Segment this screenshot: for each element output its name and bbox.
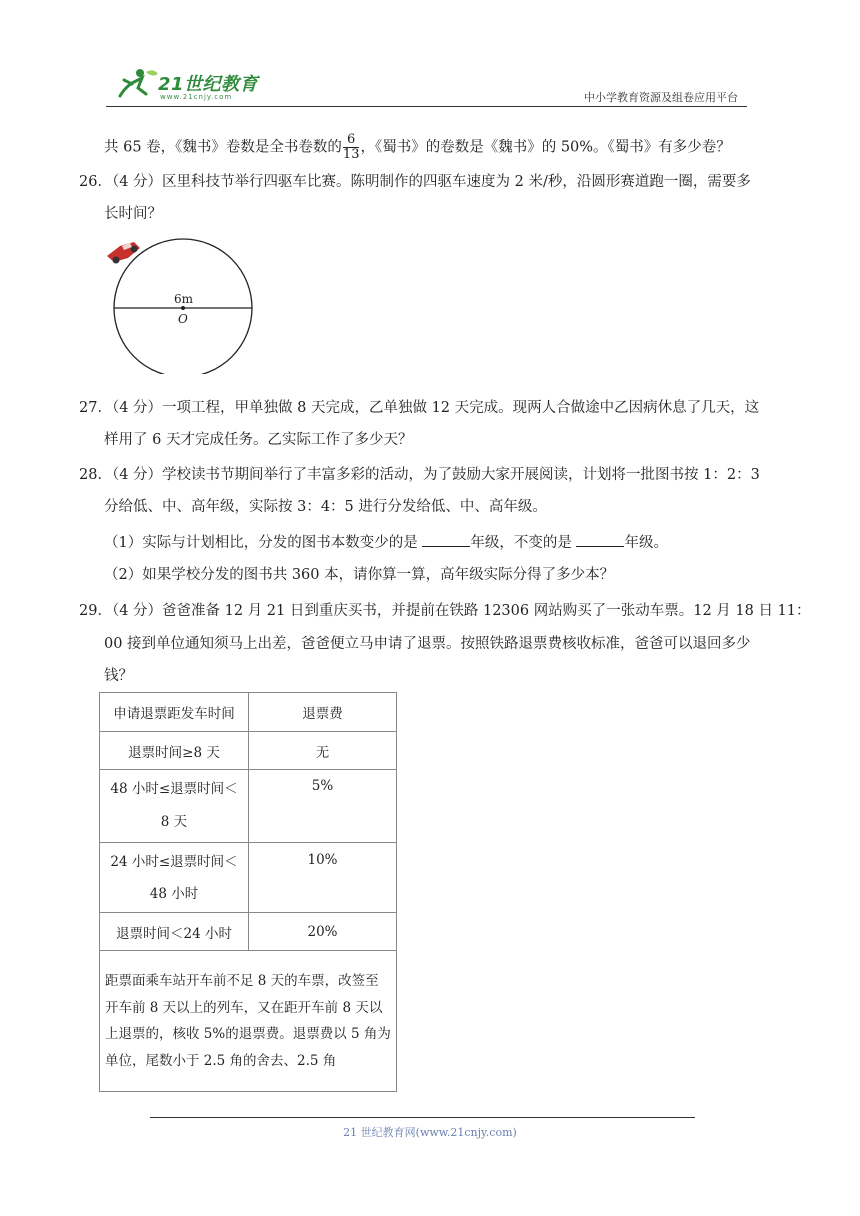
q29-line-2: 00 接到单位通知须马上出差，爸爸便立马申请了退票。按照铁路退票费核收标准，爸爸可以退回多少 — [104, 636, 751, 652]
center-label: O — [178, 312, 188, 326]
fraction-denominator: 13 — [342, 147, 360, 162]
q25-tail-line — [104, 133, 731, 162]
time-cell: 退票时间＜24 小时 — [100, 913, 249, 951]
q28-line-1: 28．（4 分）学校读书节期间举行了丰富多彩的活动，为了鼓励大家开展阅读，计划将一批图书按 1：2：3 — [79, 467, 760, 483]
q25-text-post: ，《蜀书》的卷数是《魏书》的 50%。《蜀书》有多少卷？ — [360, 139, 731, 156]
q27-line-1: 27．（4 分）一项工程，甲单独做 8 天完成，乙单独做 12 天完成。现两人合做途中乙因病休息了几天，这 — [79, 400, 760, 416]
q26-line-1: 26．（4 分）区里科技节举行四驱车比赛。陈明制作的四驱车速度为 2 米/秒，沿圆形赛道跑一圈，需要多 — [79, 174, 751, 190]
table-note-row — [100, 951, 397, 1092]
q28-sub2: （2）如果学校分发的图书共 360 本，请你算一算，高年级实际分得了多少本？ — [104, 567, 615, 583]
table-row — [100, 770, 397, 843]
time-cell — [100, 843, 249, 913]
answer-blank[interactable] — [576, 532, 624, 547]
header-divider — [106, 106, 747, 107]
fraction — [343, 133, 360, 162]
table-header-row — [100, 693, 397, 732]
time-cell-line: 24 小时≤退票时间＜ — [110, 853, 238, 870]
table-header-cell: 申请退票距发车时间 — [100, 693, 249, 732]
fee-cell: 20% — [249, 913, 397, 951]
q28-sub1-text-a: （1）实际与计划相比，分发的图书本数变少的是 — [104, 535, 423, 551]
fee-cell: 5% — [249, 770, 397, 843]
race-car-icon — [107, 242, 140, 264]
time-cell-line: 48 小时≤退票时间＜ — [110, 781, 238, 797]
footer-text: 21 世纪教育网(www.21cnjy.com) — [343, 1126, 517, 1139]
footer-divider — [150, 1117, 695, 1118]
fee-cell: 无 — [249, 732, 397, 770]
q29-line-1: 29．（4 分）爸爸准备 12 月 21 日到重庆买书，并提前在铁路 12306 网站购买了一张动车票。12 月 18 日 11： — [79, 603, 811, 619]
table-header-cell: 退票费 — [249, 693, 397, 732]
center-dot — [181, 306, 185, 310]
time-cell-line: 8 天 — [160, 814, 188, 830]
time-cell: 退票时间≥8 天 — [100, 732, 249, 770]
circle-track-figure — [104, 234, 274, 374]
table-row — [100, 913, 397, 951]
refund-fee-table — [99, 692, 397, 1092]
table-row — [100, 732, 397, 770]
q27-line-2: 样用了 6 天才完成任务。乙实际工作了多少天？ — [104, 432, 413, 448]
time-cell-line: 48 小时 — [149, 885, 199, 902]
platform-label: 中小学教育资源及组卷应用平台 — [584, 91, 738, 104]
fee-cell: 10% — [249, 843, 397, 913]
fraction-numerator: 6 — [343, 133, 360, 148]
logo-url: www.21cnjy.com — [160, 93, 233, 101]
q28-sub1 — [104, 532, 668, 553]
refund-note: 距票面乘车站开车前不足 8 天的车票，改签至开车前 8 天以上的列车，又在距开车前 8 天以上退票的，核收 5%的退票费。退票费以 5 角为单位，尾数小于 2.5 角的舍去、2.5 角 — [100, 951, 397, 1092]
page-header — [0, 0, 860, 110]
q29-line-3: 钱？ — [104, 668, 133, 684]
q25-text-pre: 共 65 卷，《魏书》卷数是全书卷数的 — [104, 139, 342, 156]
table-row — [100, 843, 397, 913]
answer-blank[interactable] — [422, 532, 470, 547]
q28-line-2: 分给低、中、高年级，实际按 3：4：5 进行分发给低、中、高年级。 — [104, 499, 547, 515]
q28-sub1-text-c: 年级。 — [624, 535, 668, 551]
logo-text: 21世纪教育 — [158, 74, 259, 95]
q28-sub1-text-b: 年级，不变的是 — [470, 535, 577, 551]
q26-line-2: 长时间？ — [104, 206, 162, 222]
time-cell — [100, 770, 249, 843]
diameter-label: 6m — [174, 292, 194, 306]
